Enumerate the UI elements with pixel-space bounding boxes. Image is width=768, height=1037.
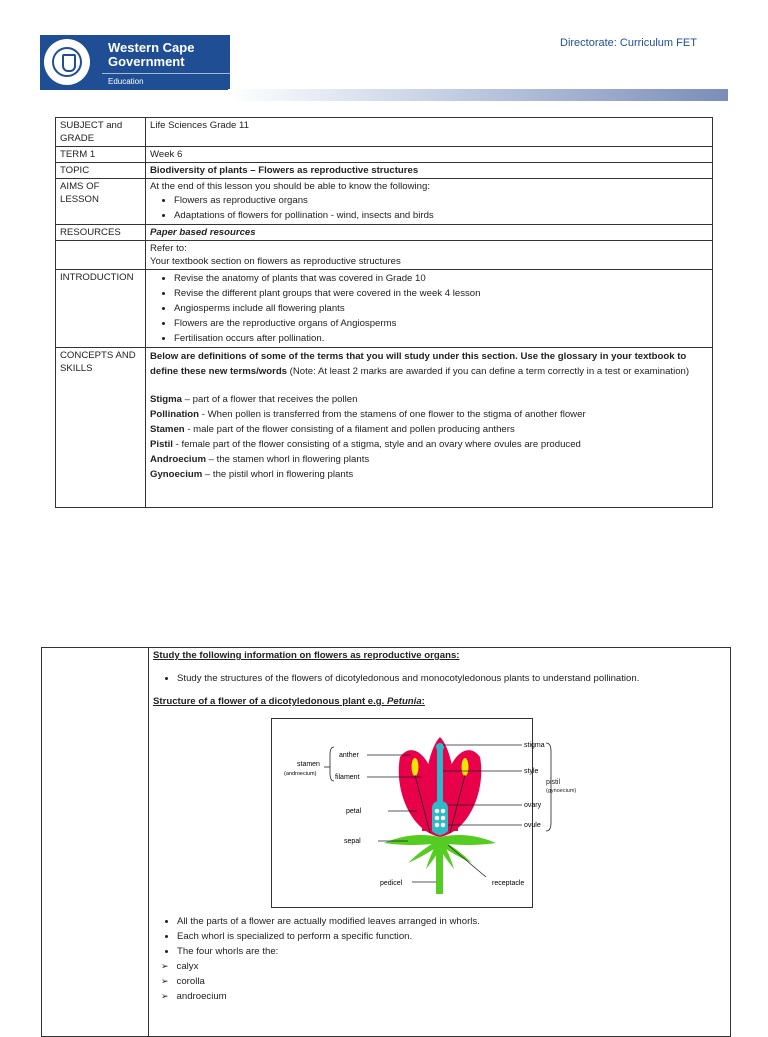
flower-diagram-svg xyxy=(272,719,545,907)
logo-line2: Government xyxy=(108,54,185,69)
intro-list xyxy=(150,271,708,346)
diagram-label-style: style xyxy=(524,768,539,775)
table-row xyxy=(56,147,713,163)
structure-heading: Structure of a flower of a dicotyledonous plant e.g. Petunia: xyxy=(153,696,425,707)
study-table xyxy=(41,647,731,1037)
definition-pollination: Pollination - When pollen is transferred from the stamens of one flower to the stigma of another flower xyxy=(150,409,586,420)
intro-label: INTRODUCTION xyxy=(56,270,146,348)
table-row xyxy=(56,225,713,241)
wcg-logo xyxy=(40,35,230,90)
coat-of-arms-icon xyxy=(44,39,90,85)
term-label: TERM 1 xyxy=(56,147,146,163)
aims-intro: At the end of this lesson you should be able to know the following: xyxy=(150,181,430,192)
list-item: • The four whorls are the: xyxy=(177,944,726,959)
diagram-label-ovary: ovary xyxy=(524,802,542,809)
resources-label: RESOURCES xyxy=(56,225,146,241)
table-row xyxy=(56,179,713,225)
flower-diagram xyxy=(271,718,577,908)
intro-cell xyxy=(146,270,713,348)
list-item: • Revise the anatomy of plants that was covered in Grade 10 xyxy=(174,271,708,286)
list-item: • Adaptations of flowers for pollination - wind, insects and birds xyxy=(174,208,708,223)
logo-line1: Western Cape xyxy=(108,40,195,55)
aims-label: AIMS OF LESSON xyxy=(56,179,146,225)
list-item: • All the parts of a flower are actually modified leaves arranged in whorls. xyxy=(177,914,726,929)
list-item: • Each whorl is specialized to perform a specific function. xyxy=(177,929,726,944)
lesson-table xyxy=(55,117,713,508)
diagram-label-petal: petal xyxy=(346,808,362,815)
resources-title: Paper based resources xyxy=(146,225,713,241)
header-gradient-line xyxy=(228,89,728,101)
concepts-label: CONCEPTS AND SKILLS xyxy=(56,348,146,508)
list-item: • Flowers are the reproductive organs of Angiosperms xyxy=(174,316,708,331)
study-heading: Study the following information on flowers as reproductive organs: xyxy=(153,650,460,661)
definition-stamen: Stamen - male part of the flower consisting of a filament and pollen producing anthers xyxy=(150,424,515,435)
diagram-label-sepal: sepal xyxy=(344,838,361,845)
facts-list xyxy=(153,914,726,959)
table-row xyxy=(56,270,713,348)
table-row xyxy=(56,163,713,179)
diagram-label-pedicel: pedicel xyxy=(380,880,403,887)
resources-text: Your textbook section on flowers as reproductive structures xyxy=(150,256,401,267)
subject-label: SUBJECT and GRADE xyxy=(56,118,146,147)
resources-cell xyxy=(146,241,713,270)
subject-value: Life Sciences Grade 11 xyxy=(146,118,713,147)
resources-refer: Refer to: xyxy=(150,243,187,254)
diagram-label-ovule: ovule xyxy=(524,822,541,829)
study-list xyxy=(153,671,726,686)
list-item: • Flowers as reproductive organs xyxy=(174,193,708,208)
diagram-label-gynoecium: (gynoecium) xyxy=(546,788,577,794)
concepts-intro: Below are definitions of some of the terms that you will study under this section. Use the glossary in your textbook to define these new terms/words (Note: At least 2 marks are awarded if you can define a term correctly in a test or examination) xyxy=(150,351,690,377)
table-row xyxy=(56,348,713,508)
list-item: • Revise the different plant groups that were covered in the week 4 lesson xyxy=(174,286,708,301)
table-row xyxy=(56,241,713,270)
diagram-label-stamen: stamen xyxy=(297,761,320,768)
topic-label: TOPIC xyxy=(56,163,146,179)
table-row xyxy=(56,118,713,147)
list-item: ➢ corolla xyxy=(177,974,726,989)
aims-cell xyxy=(146,179,713,225)
term-value: Week 6 xyxy=(146,147,713,163)
definition-androecium: Androecium – the stamen whorl in flowering plants xyxy=(150,454,370,465)
logo-divider xyxy=(102,73,230,74)
diagram-label-anther: anther xyxy=(339,752,359,759)
definition-pistil: Pistil - female part of the flower consisting of a stigma, style and an ovary where ovules are produced xyxy=(150,439,581,450)
diagram-label-stigma: stigma xyxy=(524,742,545,749)
list-item: • Angiosperms include all flowering plants xyxy=(174,301,708,316)
aims-list xyxy=(150,193,708,223)
definition-stigma: Stigma – part of a flower that receives the pollen xyxy=(150,394,358,405)
diagram-label-receptacle: receptacle xyxy=(492,880,525,887)
concepts-cell xyxy=(146,348,713,508)
anther-right xyxy=(462,758,469,776)
table-row xyxy=(42,648,731,1037)
logo-sub: Education xyxy=(108,77,144,86)
directorate-label: Directorate: Curriculum FET xyxy=(560,37,697,49)
diagram-label-filament: filament xyxy=(335,774,360,781)
list-item: ➢ calyx xyxy=(177,959,726,974)
topic-value: Biodiversity of plants – Flowers as reproductive structures xyxy=(146,163,713,179)
list-item: ➢ androecium xyxy=(177,989,726,1004)
whorls-list xyxy=(153,959,726,1004)
definition-gynoecium: Gynoecium – the pistil whorl in flowering plants xyxy=(150,469,354,480)
anther-left xyxy=(412,758,419,776)
diagram-label-androecium: (androecium) xyxy=(284,771,317,777)
list-item: • Study the structures of the flowers of dicotyledonous and monocotyledonous plants to understand pollination. xyxy=(177,671,726,686)
diagram-label-pistil: pistil xyxy=(546,779,561,786)
study-cell xyxy=(149,648,731,1037)
list-item: • Fertilisation occurs after pollination. xyxy=(174,331,708,346)
